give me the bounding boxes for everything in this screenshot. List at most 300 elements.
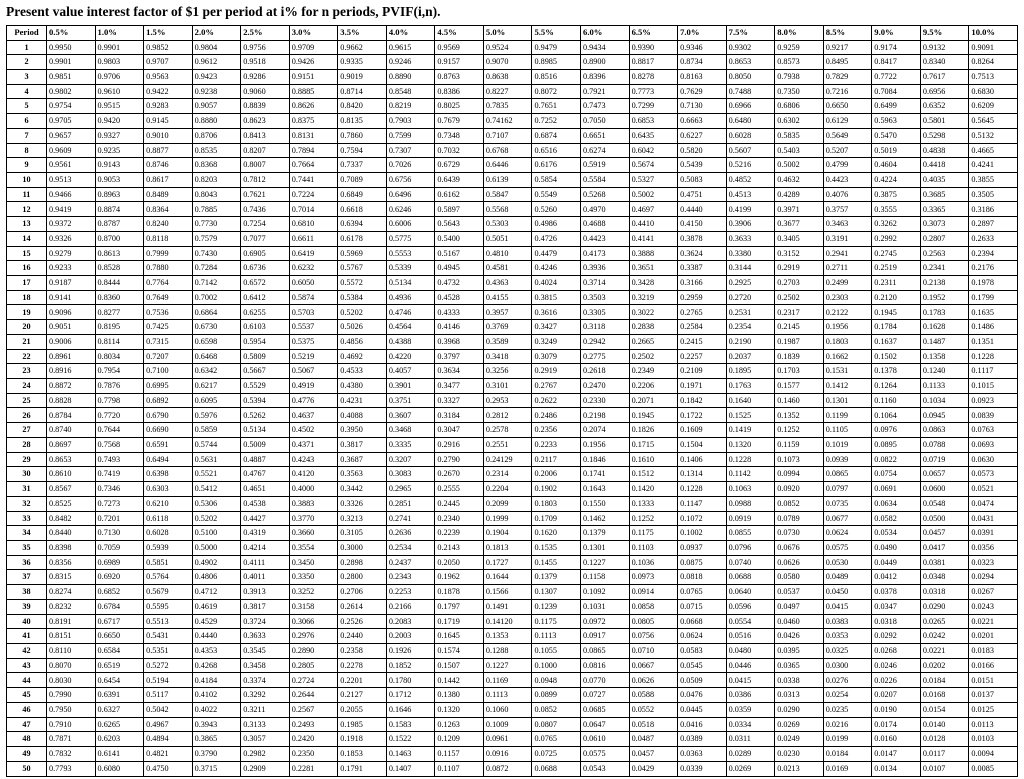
factor-cell: 0.4529 <box>192 614 241 629</box>
factor-cell: 0.4423 <box>823 172 872 187</box>
factor-cell: 0.1000 <box>532 658 581 673</box>
table-row <box>7 555 1018 570</box>
factor-cell: 0.9327 <box>95 128 144 143</box>
factor-cell: 0.4528 <box>435 290 484 305</box>
factor-cell: 0.1628 <box>920 320 969 335</box>
factor-cell: 0.4936 <box>386 290 435 305</box>
table-row <box>7 437 1018 452</box>
rate-column-header: 3.5% <box>338 26 387 41</box>
factor-cell: 0.6790 <box>144 408 193 423</box>
factor-cell: 0.0685 <box>581 702 630 717</box>
factor-cell: 0.5667 <box>241 364 290 379</box>
factor-cell: 0.3906 <box>726 217 775 232</box>
factor-cell: 0.1620 <box>532 526 581 541</box>
factor-cell: 0.8114 <box>95 334 144 349</box>
factor-cell: 0.2003 <box>386 629 435 644</box>
factor-cell: 0.8203 <box>192 172 241 187</box>
table-body <box>7 40 1018 777</box>
factor-cell: 0.3790 <box>192 747 241 762</box>
factor-cell: 0.2953 <box>483 393 532 408</box>
factor-cell: 0.8227 <box>483 84 532 99</box>
factor-cell: 0.1406 <box>678 452 727 467</box>
factor-cell: 0.5572 <box>338 276 387 291</box>
factor-cell: 0.2767 <box>532 379 581 394</box>
factor-cell: 0.2724 <box>289 673 338 688</box>
factor-cell: 0.5002 <box>775 158 824 173</box>
table-row <box>7 393 1018 408</box>
factor-cell: 0.7990 <box>47 688 96 703</box>
factor-cell: 0.3685 <box>920 187 969 202</box>
factor-cell: 0.8653 <box>47 452 96 467</box>
factor-cell: 0.9803 <box>95 55 144 70</box>
factor-cell: 0.6920 <box>95 570 144 585</box>
factor-cell: 0.3555 <box>872 202 921 217</box>
factor-cell: 0.9705 <box>47 114 96 129</box>
factor-cell: 0.0103 <box>969 732 1018 747</box>
factor-cell: 0.1727 <box>483 555 532 570</box>
factor-cell: 0.8413 <box>241 128 290 143</box>
factor-cell: 0.1380 <box>435 688 484 703</box>
factor-cell: 0.5194 <box>144 673 193 688</box>
factor-cell: 0.2257 <box>678 349 727 364</box>
period-cell: 42 <box>7 643 47 658</box>
factor-cell: 0.6232 <box>289 261 338 276</box>
factor-cell: 0.3878 <box>678 231 727 246</box>
factor-cell: 0.1015 <box>969 379 1018 394</box>
factor-cell: 0.8573 <box>775 55 824 70</box>
factor-cell: 0.3365 <box>920 202 969 217</box>
period-cell: 41 <box>7 629 47 644</box>
factor-cell: 0.7621 <box>241 187 290 202</box>
factor-cell: 0.4111 <box>241 555 290 570</box>
factor-cell: 0.3292 <box>241 688 290 703</box>
factor-cell: 0.4231 <box>338 393 387 408</box>
factor-cell: 0.8784 <box>47 408 96 423</box>
factor-cell: 0.3387 <box>678 261 727 276</box>
factor-cell: 0.8489 <box>144 187 193 202</box>
factor-cell: 0.3714 <box>581 276 630 291</box>
factor-cell: 0.3971 <box>775 202 824 217</box>
factor-cell: 0.3477 <box>435 379 484 394</box>
factor-cell: 0.9326 <box>47 231 96 246</box>
factor-cell: 0.0426 <box>775 629 824 644</box>
factor-cell: 0.7254 <box>241 217 290 232</box>
factor-cell: 0.3066 <box>289 614 338 629</box>
factor-cell: 0.0174 <box>872 717 921 732</box>
factor-cell: 0.3458 <box>241 658 290 673</box>
factor-cell: 0.2745 <box>872 246 921 261</box>
factor-cell: 0.8050 <box>726 69 775 84</box>
factor-cell: 0.0596 <box>726 599 775 614</box>
factor-cell: 0.1240 <box>920 364 969 379</box>
factor-cell: 0.0365 <box>775 658 824 673</box>
table-row <box>7 452 1018 467</box>
table-row <box>7 643 1018 658</box>
factor-cell: 0.1455 <box>532 555 581 570</box>
factor-cell: 0.4102 <box>192 688 241 703</box>
table-row <box>7 717 1018 732</box>
factor-cell: 0.0289 <box>726 747 775 762</box>
factor-cell: 0.9709 <box>289 40 338 55</box>
factor-cell: 0.6209 <box>969 99 1018 114</box>
factor-cell: 0.5674 <box>629 158 678 173</box>
factor-cell: 0.3256 <box>483 364 532 379</box>
factor-cell: 0.5439 <box>678 158 727 173</box>
factor-cell: 0.8264 <box>969 55 1018 70</box>
factor-cell: 0.1645 <box>435 629 484 644</box>
factor-cell: 0.2531 <box>726 305 775 320</box>
factor-cell: 0.8396 <box>581 69 630 84</box>
factor-cell: 0.6480 <box>726 114 775 129</box>
factor-cell: 0.7921 <box>581 84 630 99</box>
factor-cell: 0.4767 <box>241 467 290 482</box>
factor-cell: 0.5117 <box>144 688 193 703</box>
factor-cell: 0.0431 <box>969 511 1018 526</box>
factor-cell: 0.8219 <box>386 99 435 114</box>
factor-cell: 0.3166 <box>678 276 727 291</box>
factor-cell: 0.0383 <box>823 614 872 629</box>
factor-cell: 0.0476 <box>678 688 727 703</box>
factor-cell: 0.5744 <box>192 437 241 452</box>
factor-cell: 0.4651 <box>241 482 290 497</box>
factor-cell: 0.2741 <box>386 511 435 526</box>
factor-cell: 0.2526 <box>338 614 387 629</box>
factor-cell: 0.6391 <box>95 688 144 703</box>
table-row <box>7 231 1018 246</box>
factor-cell: 0.5268 <box>581 187 630 202</box>
period-cell: 34 <box>7 526 47 541</box>
factor-cell: 0.9390 <box>629 40 678 55</box>
factor-cell: 0.4619 <box>192 599 241 614</box>
factor-cell: 0.7568 <box>95 437 144 452</box>
factor-cell: 0.1034 <box>920 393 969 408</box>
factor-cell: 0.8548 <box>386 84 435 99</box>
factor-cell: 0.0788 <box>920 437 969 452</box>
factor-cell: 0.1060 <box>483 702 532 717</box>
factor-cell: 0.7720 <box>95 408 144 423</box>
factor-cell: 0.0863 <box>920 423 969 438</box>
factor-cell: 0.4000 <box>289 482 338 497</box>
factor-cell: 0.6768 <box>483 143 532 158</box>
factor-cell: 0.2711 <box>823 261 872 276</box>
table-row <box>7 172 1018 187</box>
factor-cell: 0.8916 <box>47 364 96 379</box>
factor-cell: 0.3545 <box>241 643 290 658</box>
factor-cell: 0.0381 <box>920 555 969 570</box>
factor-cell: 0.5679 <box>144 585 193 600</box>
factor-cell: 0.5847 <box>483 187 532 202</box>
factor-cell: 0.8135 <box>338 114 387 129</box>
factor-cell: 0.2636 <box>386 526 435 541</box>
factor-cell: 0.1637 <box>872 334 921 349</box>
factor-cell: 0.4120 <box>289 467 338 482</box>
factor-cell: 0.7764 <box>144 276 193 291</box>
factor-cell: 0.2143 <box>435 540 484 555</box>
table-row <box>7 261 1018 276</box>
period-cell: 37 <box>7 570 47 585</box>
factor-cell: 0.1412 <box>823 379 872 394</box>
factor-cell: 0.9019 <box>338 69 387 84</box>
factor-cell: 0.0490 <box>872 540 921 555</box>
factor-cell: 0.0449 <box>872 555 921 570</box>
factor-cell: 0.0140 <box>920 717 969 732</box>
factor-cell: 0.7599 <box>386 128 435 143</box>
period-cell: 36 <box>7 555 47 570</box>
factor-cell: 0.6494 <box>144 452 193 467</box>
factor-cell: 0.0735 <box>823 496 872 511</box>
factor-cell: 0.7100 <box>144 364 193 379</box>
factor-cell: 0.5568 <box>483 202 532 217</box>
factor-cell: 0.5529 <box>241 379 290 394</box>
factor-cell: 0.4220 <box>386 349 435 364</box>
factor-cell: 0.3428 <box>629 276 678 291</box>
factor-cell: 0.1971 <box>678 379 727 394</box>
factor-cell: 0.1064 <box>872 408 921 423</box>
factor-cell: 0.1926 <box>386 643 435 658</box>
factor-cell: 0.6496 <box>386 187 435 202</box>
factor-cell: 0.5553 <box>386 246 435 261</box>
factor-cell: 0.4150 <box>678 217 727 232</box>
factor-cell: 0.0634 <box>872 496 921 511</box>
factor-cell: 0.6080 <box>95 761 144 776</box>
factor-cell: 0.6050 <box>289 276 338 291</box>
factor-cell: 0.4538 <box>241 496 290 511</box>
factor-cell: 0.2117 <box>532 452 581 467</box>
factor-cell: 0.2807 <box>920 231 969 246</box>
factor-cell: 0.8528 <box>95 261 144 276</box>
factor-cell: 0.1239 <box>532 599 581 614</box>
factor-cell: 0.0552 <box>629 702 678 717</box>
factor-cell: 0.0107 <box>920 761 969 776</box>
factor-cell: 0.1531 <box>823 364 872 379</box>
factor-cell: 0.4363 <box>483 276 532 291</box>
factor-cell: 0.7350 <box>775 84 824 99</box>
factor-cell: 0.6203 <box>95 732 144 747</box>
factor-cell: 0.5207 <box>823 143 872 158</box>
factor-cell: 0.6342 <box>192 364 241 379</box>
factor-cell: 0.6246 <box>386 202 435 217</box>
factor-cell: 0.3326 <box>338 496 387 511</box>
factor-cell: 0.5521 <box>192 467 241 482</box>
factor-cell: 0.8872 <box>47 379 96 394</box>
factor-cell: 0.9010 <box>144 128 193 143</box>
factor-cell: 0.5645 <box>969 114 1018 129</box>
factor-cell: 0.2670 <box>435 467 484 482</box>
factor-cell: 0.4022 <box>192 702 241 717</box>
factor-cell: 0.6611 <box>289 231 338 246</box>
factor-cell: 0.8874 <box>95 202 144 217</box>
factor-cell: 0.9233 <box>47 261 96 276</box>
factor-cell: 0.6519 <box>95 658 144 673</box>
factor-cell: 0.7488 <box>726 84 775 99</box>
factor-cell: 0.6129 <box>823 114 872 129</box>
factor-cell: 0.0339 <box>678 761 727 776</box>
factor-cell: 0.7077 <box>241 231 290 246</box>
table-row <box>7 99 1018 114</box>
factor-cell: 0.3211 <box>241 702 290 717</box>
factor-cell: 0.6042 <box>629 143 678 158</box>
factor-cell: 0.1956 <box>823 320 872 335</box>
factor-cell: 0.1113 <box>483 688 532 703</box>
factor-cell: 0.8963 <box>95 187 144 202</box>
factor-cell: 0.5919 <box>581 158 630 173</box>
factor-cell: 0.8195 <box>95 320 144 335</box>
factor-cell: 0.1783 <box>920 305 969 320</box>
factor-cell: 0.5067 <box>289 364 338 379</box>
factor-cell: 0.9479 <box>532 40 581 55</box>
period-cell: 40 <box>7 614 47 629</box>
factor-cell: 0.3624 <box>678 246 727 261</box>
factor-cell: 0.3950 <box>338 423 387 438</box>
factor-cell: 0.1117 <box>969 364 1018 379</box>
factor-cell: 0.0094 <box>969 747 1018 762</box>
factor-cell: 0.9174 <box>872 40 921 55</box>
rate-column-header: 0.5% <box>47 26 96 41</box>
factor-cell: 0.0489 <box>823 570 872 585</box>
table-row <box>7 747 1018 762</box>
factor-cell: 0.4371 <box>289 437 338 452</box>
factor-cell: 0.0353 <box>823 629 872 644</box>
factor-cell: 0.9096 <box>47 305 96 320</box>
factor-cell: 0.5851 <box>144 555 193 570</box>
period-cell: 28 <box>7 437 47 452</box>
factor-cell: 0.4319 <box>241 526 290 541</box>
header-row <box>7 26 1018 41</box>
factor-cell: 0.5384 <box>338 290 387 305</box>
factor-cell: 0.0290 <box>775 702 824 717</box>
factor-cell: 0.2314 <box>483 467 532 482</box>
factor-cell: 0.1610 <box>629 452 678 467</box>
factor-cell: 0.5835 <box>775 128 824 143</box>
factor-cell: 0.8734 <box>678 55 727 70</box>
factor-cell: 0.3651 <box>629 261 678 276</box>
table-row <box>7 761 1018 776</box>
factor-cell: 0.4564 <box>386 320 435 335</box>
factor-cell: 0.8034 <box>95 349 144 364</box>
factor-cell: 0.8495 <box>823 55 872 70</box>
factor-cell: 0.6853 <box>629 114 678 129</box>
factor-cell: 0.2311 <box>872 276 921 291</box>
factor-cell: 0.3335 <box>386 437 435 452</box>
factor-cell: 0.1031 <box>581 599 630 614</box>
factor-cell: 0.1378 <box>872 364 921 379</box>
factor-cell: 0.8007 <box>241 158 290 173</box>
period-cell: 6 <box>7 114 47 129</box>
factor-cell: 0.4011 <box>241 570 290 585</box>
factor-cell: 0.2942 <box>581 334 630 349</box>
factor-cell: 0.4919 <box>289 379 338 394</box>
factor-cell: 0.6398 <box>144 467 193 482</box>
factor-cell: 0.6028 <box>726 128 775 143</box>
factor-cell: 0.3817 <box>338 437 387 452</box>
factor-cell: 0.5002 <box>629 187 678 202</box>
factor-cell: 0.5403 <box>775 143 824 158</box>
factor-cell: 0.1358 <box>920 349 969 364</box>
factor-cell: 0.3249 <box>532 334 581 349</box>
factor-cell: 0.2120 <box>872 290 921 305</box>
factor-cell: 0.3184 <box>435 408 484 423</box>
factor-cell: 0.8340 <box>920 55 969 70</box>
table-row <box>7 423 1018 438</box>
factor-cell: 0.8386 <box>435 84 484 99</box>
factor-cell: 0.0338 <box>775 673 824 688</box>
factor-cell: 0.1643 <box>581 482 630 497</box>
factor-cell: 0.3660 <box>289 526 338 541</box>
factor-cell: 0.0756 <box>629 629 678 644</box>
factor-cell: 0.5219 <box>289 349 338 364</box>
factor-cell: 0.9157 <box>435 55 484 70</box>
factor-cell: 0.8315 <box>47 570 96 585</box>
factor-cell: 0.5375 <box>289 334 338 349</box>
factor-cell: 0.5400 <box>435 231 484 246</box>
factor-cell: 0.6095 <box>192 393 241 408</box>
factor-cell: 0.3936 <box>581 261 630 276</box>
factor-cell: 0.1157 <box>435 747 484 762</box>
factor-cell: 0.1640 <box>726 393 775 408</box>
factor-cell: 0.1583 <box>386 717 435 732</box>
factor-cell: 0.9070 <box>483 55 532 70</box>
factor-cell: 0.4440 <box>678 202 727 217</box>
factor-cell: 0.0600 <box>920 482 969 497</box>
factor-cell: 0.0254 <box>823 688 872 703</box>
factor-cell: 0.7871 <box>47 732 96 747</box>
factor-cell: 0.5595 <box>144 599 193 614</box>
factor-cell: 0.1264 <box>872 379 921 394</box>
factor-cell: 0.0548 <box>920 496 969 511</box>
factor-cell: 0.1512 <box>629 467 678 482</box>
factor-cell: 0.3219 <box>629 290 678 305</box>
factor-cell: 0.6717 <box>95 614 144 629</box>
factor-cell: 0.6806 <box>775 99 824 114</box>
factor-cell: 0.1073 <box>775 452 824 467</box>
table-row <box>7 246 1018 261</box>
factor-cell: 0.1333 <box>629 496 678 511</box>
table-row <box>7 349 1018 364</box>
factor-cell: 0.4440 <box>192 629 241 644</box>
factor-cell: 0.0916 <box>483 747 532 762</box>
factor-cell: 0.4146 <box>435 320 484 335</box>
factor-cell: 0.7346 <box>95 482 144 497</box>
factor-cell: 0.8417 <box>872 55 921 70</box>
factor-cell: 0.5272 <box>144 658 193 673</box>
factor-cell: 0.5202 <box>338 305 387 320</box>
factor-cell: 0.1952 <box>920 290 969 305</box>
factor-cell: 0.3350 <box>289 570 338 585</box>
factor-cell: 0.3380 <box>726 246 775 261</box>
factor-cell: 0.1301 <box>823 393 872 408</box>
factor-cell: 0.9706 <box>95 69 144 84</box>
factor-cell: 0.7954 <box>95 364 144 379</box>
factor-cell: 0.0516 <box>726 629 775 644</box>
factor-cell: 0.8567 <box>47 482 96 497</box>
factor-cell: 0.8072 <box>532 84 581 99</box>
factor-cell: 0.5202 <box>192 511 241 526</box>
factor-cell: 0.1314 <box>678 467 727 482</box>
factor-cell: 0.4821 <box>144 747 193 762</box>
factor-cell: 0.2281 <box>289 761 338 776</box>
factor-cell: 0.8638 <box>483 69 532 84</box>
factor-cell: 0.6303 <box>144 482 193 497</box>
factor-cell: 0.6227 <box>678 128 727 143</box>
factor-cell: 0.1987 <box>775 334 824 349</box>
factor-cell: 0.1019 <box>823 437 872 452</box>
factor-cell: 0.0865 <box>581 643 630 658</box>
factor-cell: 0.3913 <box>241 585 290 600</box>
factor-cell: 0.2071 <box>629 393 678 408</box>
factor-cell: 0.0445 <box>678 702 727 717</box>
factor-cell: 0.1978 <box>969 276 1018 291</box>
factor-cell: 0.3769 <box>483 320 532 335</box>
